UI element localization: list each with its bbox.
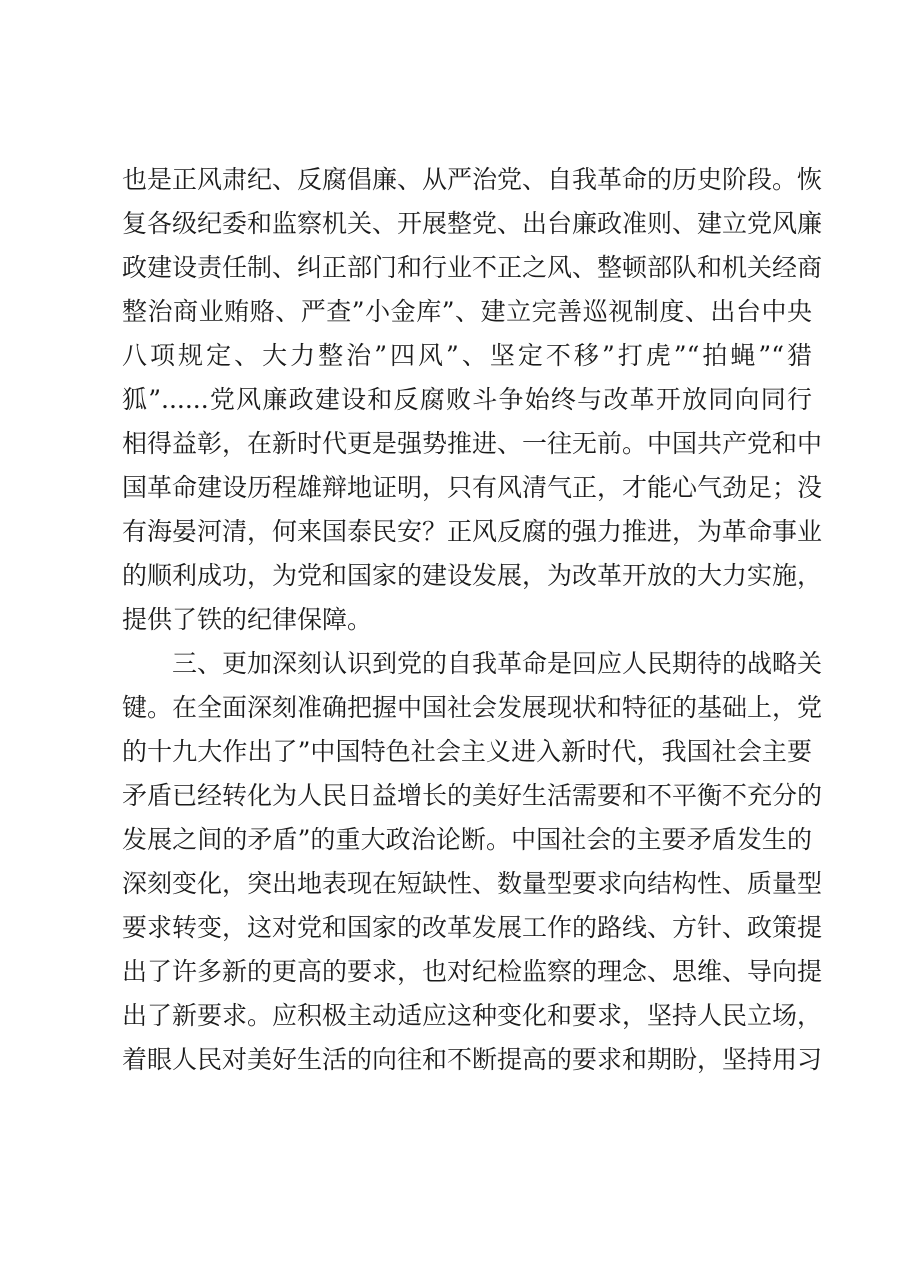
text-line: 提供了铁的纪律保障。 bbox=[122, 605, 373, 634]
text-line: 出了许多新的更高的要求，也对纪检监察的理念、思维、导向提 bbox=[122, 957, 823, 986]
text-line: 整治商业贿赂、严查”小金库”、建立完善巡视制度、出台中央 bbox=[122, 297, 812, 326]
text-line: 着眼人民对美好生活的向往和不断提高的要求和期盼，坚持用习 bbox=[122, 1045, 823, 1074]
text-line: 有海晏河清，何来国泰民安？正风反腐的强力推进，为革命事业 bbox=[122, 517, 823, 546]
text-line: 政建设责任制、纠正部门和行业不正之风、整顿部队和机关经商 bbox=[122, 253, 823, 282]
section-heading-line: 三、更加深刻认识到党的自我革命是回应人民期待的战略关 bbox=[172, 649, 823, 678]
text-line: 相得益彰，在新时代更是强势推进、一往无前。中国共产党和中 bbox=[122, 429, 823, 458]
text-line: 键。在全面深刻准确把握中国社会发展现状和特征的基础上，党 bbox=[122, 693, 823, 722]
paragraph-1 bbox=[122, 158, 823, 642]
text-line: 的顺利成功，为党和国家的建设发展，为改革开放的大力实施， bbox=[122, 561, 823, 590]
document-body bbox=[122, 158, 823, 1082]
text-line: 国革命建设历程雄辩地证明，只有风清气正，才能心气劲足；没 bbox=[122, 473, 823, 502]
text-line: 出了新要求。应积极主动适应这种变化和要求，坚持人民立场， bbox=[122, 1001, 823, 1030]
text-line: 狐”......党风廉政建设和反腐败斗争始终与改革开放同向同行 bbox=[122, 385, 812, 414]
text-line: 的十九大作出了”中国特色社会主义进入新时代，我国社会主要 bbox=[122, 737, 812, 766]
text-line: 发展之间的矛盾”的重大政治论断。中国社会的主要矛盾发生的 bbox=[122, 825, 812, 854]
text-line: 矛盾已经转化为人民日益增长的美好生活需要和不平衡不充分的 bbox=[122, 781, 823, 810]
text-line: 八项规定、大力整治”四风”、坚定不移”打虎”“拍蝇”“猎 bbox=[122, 341, 812, 370]
paragraph-2 bbox=[122, 642, 823, 1082]
text-line: 也是正风肃纪、反腐倡廉、从严治党、自我革命的历史阶段。恢 bbox=[122, 165, 823, 194]
text-line: 复各级纪委和监察机关、开展整党、出台廉政准则、建立党风廉 bbox=[122, 209, 823, 238]
text-line: 深刻变化，突出地表现在短缺性、数量型要求向结构性、质量型 bbox=[122, 869, 823, 898]
text-line: 要求转变，这对党和国家的改革发展工作的路线、方针、政策提 bbox=[122, 913, 823, 942]
